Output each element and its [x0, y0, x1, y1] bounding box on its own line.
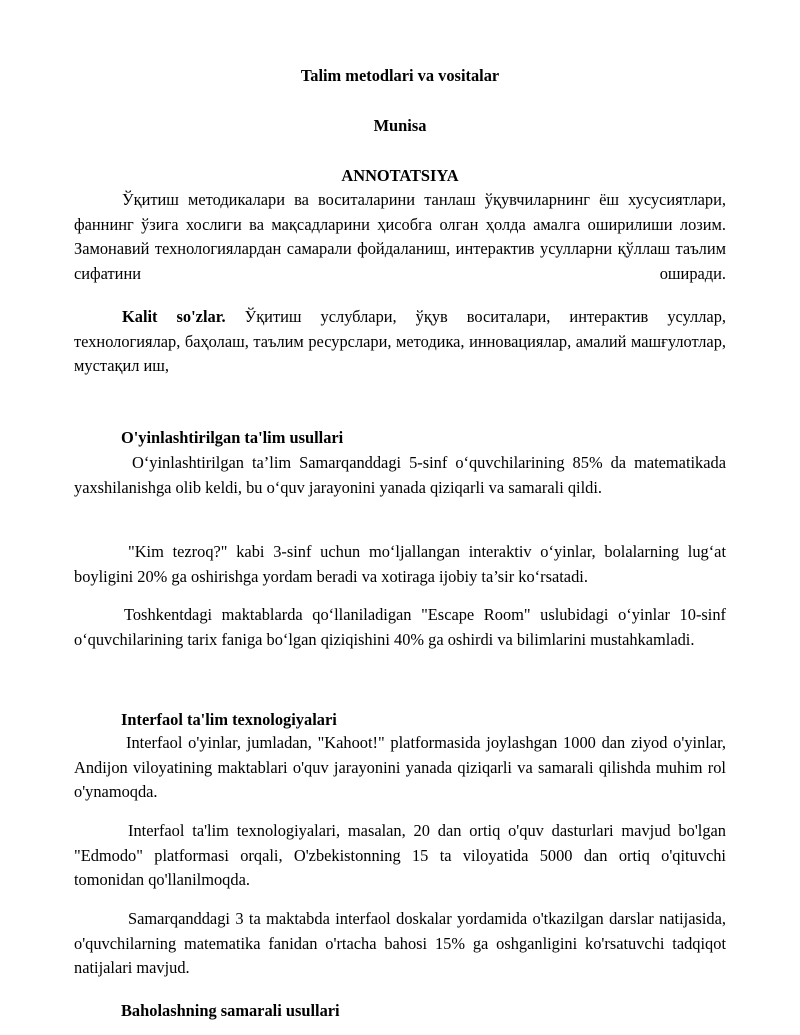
keywords-label: Kalit so'zlar. — [122, 307, 226, 326]
annotation-heading: ANNOTATSIYA — [341, 166, 459, 185]
annotation-paragraph: Ўқитиш методикалари ва воситаларини танлаш ўқувчиларнинг ёш хусусиятлари, фаннинг ўзига хослиги ва мақсадларини ҳисобга олган ҳолда амалга оширилиши лозим. Замонавий технологиялардан самарали фойдаланиш, интерактив усулларни қўллаш таълим сифатини оширади. — [74, 190, 726, 283]
keywords-list: Ўқитиш услублари, ўқув воситалари, интерактив усуллар, технологиялар, баҳолаш, таълим ресурслари, методика, инновациялар, амалий машғулотлар, мустақил иш, — [74, 307, 726, 375]
section-heading-assessment: Baholashning samarali usullari — [121, 1001, 340, 1020]
author-name: Munisa — [373, 116, 427, 135]
section-heading-gamified: O'yinlashtirilgan ta'lim usullari — [121, 428, 344, 447]
section1-paragraph-2: "Kim tezroq?" kabi 3-sinf uchun mo‘ljallangan interaktiv o‘yinlar, bolalarning lug‘at boyligini 20% ga oshirishga yordam beradi va xotiraga ijobiy ta’sir ko‘rsatadi. — [74, 542, 726, 586]
section2-paragraph-2: Interfaol ta'lim texnologiyalari, masalan, 20 dan ortiq o'quv dasturlari mavjud bo'lgan "Edmodo" platformasi orqali, O'zbekistonning 15 ta viloyatida 5000 dan ortiq o'qituvchi tomonidan qo'llanilmoqda. — [74, 821, 726, 889]
section2-paragraph-1: Interfaol o'yinlar, jumladan, "Kahoot!" platformasida joylashgan 1000 dan ziyod o'yinlar, Andijon viloyatining maktablari o'quv jarayonini yanada qiziqarli va samarali qilishda muhim rol o'ynamoqda. — [74, 733, 726, 801]
section-heading-interactive: Interfaol ta'lim texnologiyalari — [121, 710, 337, 729]
section1-paragraph-1: O‘yinlashtirilgan ta’lim Samarqanddagi 5-sinf o‘quvchilarining 85% da matematikada yaxshilanishga olib keldi, bu o‘quv jarayonini yanada qiziqarli va samarali qildi. — [74, 453, 726, 497]
section2-paragraph-3: Samarqanddagi 3 ta maktabda interfaol doskalar yordamida o'tkazilgan darslar natijasida, o'quvchilarning matematika fanidan o'rtacha bahosi 15% ga oshganligini ko'rsatuvchi tadqiqot natijalari mavjud. — [74, 909, 726, 977]
keywords-paragraph — [74, 305, 726, 379]
document-title: Talim metodlari va vositalar — [300, 66, 500, 85]
section1-paragraph-3: Toshkentdagi maktablarda qo‘llaniladigan "Escape Room" uslubidagi o‘yinlar 10-sinf o‘quvchilarining tarix faniga bo‘lgan qiziqishini 40% ga oshirdi va bilimlarini mustahkamladi. — [74, 605, 726, 649]
